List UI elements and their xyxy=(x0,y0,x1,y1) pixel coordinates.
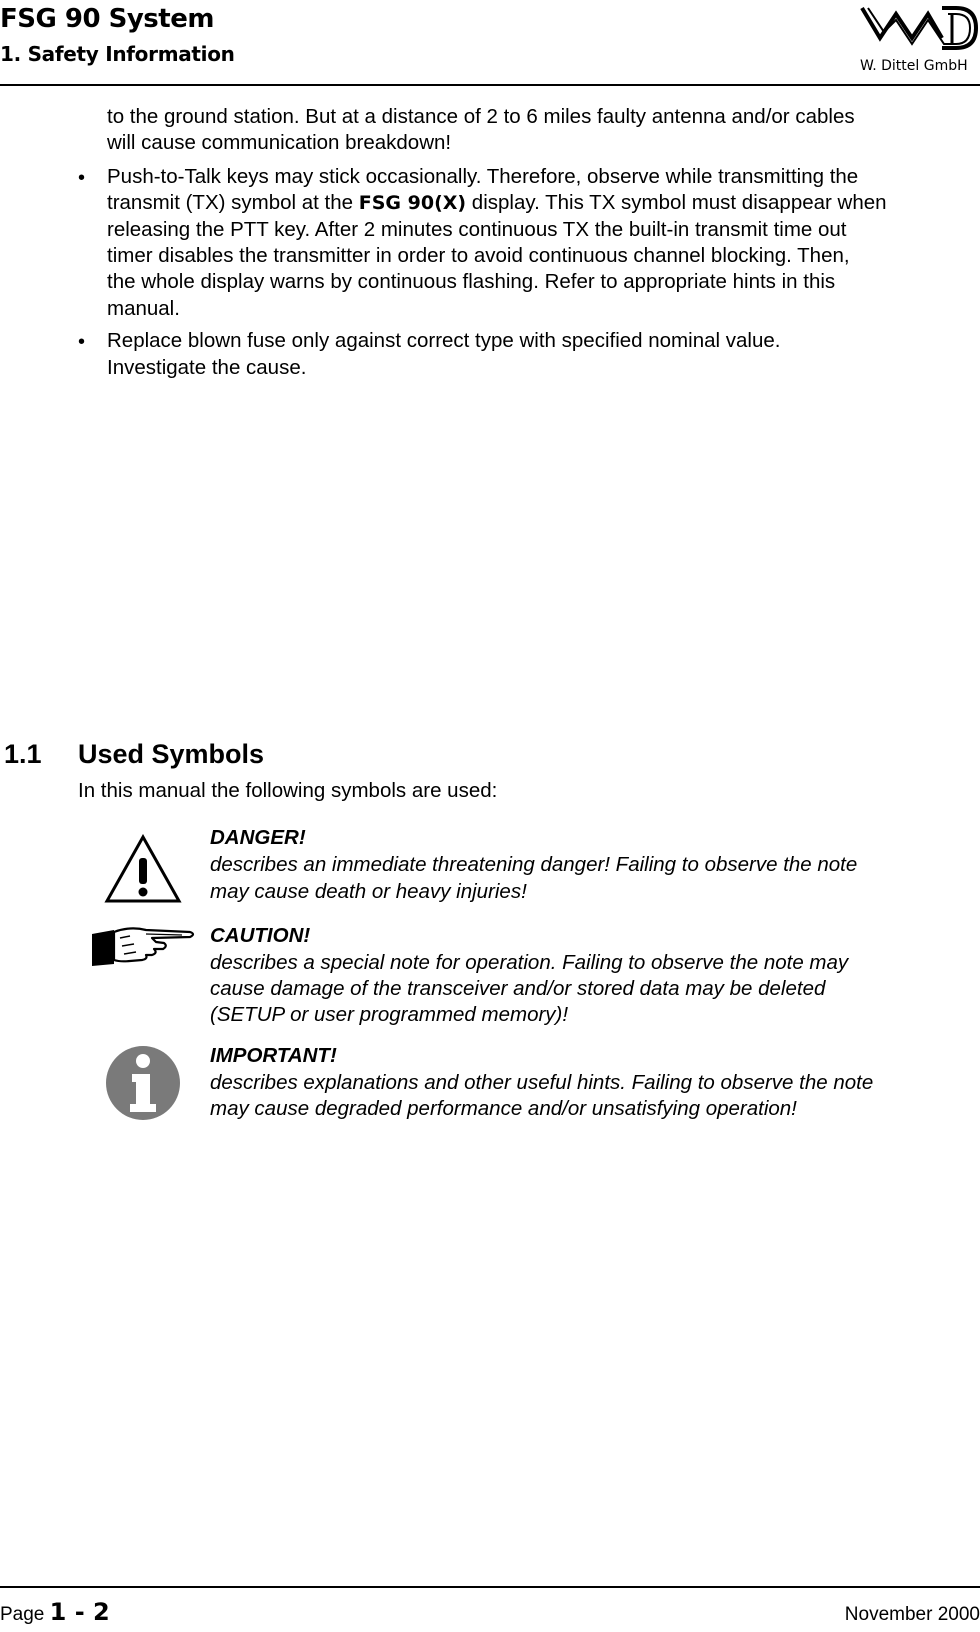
caution-desc-line-3: (SETUP or user programmed memory)! xyxy=(210,1003,569,1026)
bullet-1-line-3: releasing the PTT key. After 2 minutes continuous TX the built-in transmit time out xyxy=(107,218,847,241)
bullet-2-line-2: Investigate the cause. xyxy=(107,356,307,379)
danger-desc-line-1: describes an immediate threatening danger! Failing to observe the note xyxy=(210,853,858,876)
caution-heading: CAUTION! xyxy=(210,924,311,947)
document-title: FSG 90 System xyxy=(0,4,214,34)
company-name: W. Dittel GmbH xyxy=(860,58,968,74)
footer-divider xyxy=(0,1586,980,1588)
caution-desc-line-1: describes a special note for operation. Failing to observe the note may xyxy=(210,951,849,974)
important-heading: IMPORTANT! xyxy=(210,1044,337,1067)
section-intro: In this manual the following symbols are used: xyxy=(78,779,498,802)
bullet-1-line-2-text: transmit (TX) symbol at the xyxy=(107,191,359,214)
footer-date: November 2000 xyxy=(844,1604,980,1625)
bullet-marker: • xyxy=(78,167,86,189)
page-number-value: 1 - 2 xyxy=(49,1598,110,1626)
product-name: FSG 90(X) xyxy=(358,192,467,214)
bullet-1-line-6: manual. xyxy=(107,297,180,320)
bullet-1-line-4: timer disables the transmitter in order to avoid continuous channel blocking. Then, xyxy=(107,244,850,267)
important-desc-line-2: may cause degraded performance and/or unsatisfying operation! xyxy=(210,1097,797,1120)
header-divider xyxy=(0,84,980,86)
intro-line-2: will cause communication breakdown! xyxy=(107,131,452,154)
intro-line-1: to the ground station. But at a distance of 2 to 6 miles faulty antenna and/or cables xyxy=(107,105,855,128)
danger-desc-line-2: may cause death or heavy injuries! xyxy=(210,880,527,903)
pointing-hand-icon xyxy=(90,924,198,970)
danger-heading: DANGER! xyxy=(210,826,306,849)
bullet-1-line-2-tail: display. This TX symbol must disappear when xyxy=(466,191,887,214)
page-number xyxy=(0,1598,110,1626)
chapter-title: 1. Safety Information xyxy=(0,42,235,66)
bullet-2-line-1: Replace blown fuse only against correct type with specified nominal value. xyxy=(107,329,781,352)
bullet-1-line-5: the whole display warns by continuous flashing. Refer to appropriate hints in this xyxy=(107,270,836,293)
bullet-marker: • xyxy=(78,331,86,353)
section-title: Used Symbols xyxy=(78,739,265,769)
bullet-1-line-1: Push-to-Talk keys may stick occasionally. Therefore, observe while transmitting the xyxy=(107,165,859,188)
warning-triangle-icon xyxy=(104,834,182,904)
page-label: Page xyxy=(0,1604,45,1625)
section-number: 1.1 xyxy=(4,739,42,769)
info-icon xyxy=(104,1044,182,1122)
caution-desc-line-2: cause damage of the transceiver and/or stored data may be deleted xyxy=(210,977,826,1000)
important-desc-line-1: describes explanations and other useful hints. Failing to observe the note xyxy=(210,1071,874,1094)
bullet-1-line-2 xyxy=(107,190,887,217)
